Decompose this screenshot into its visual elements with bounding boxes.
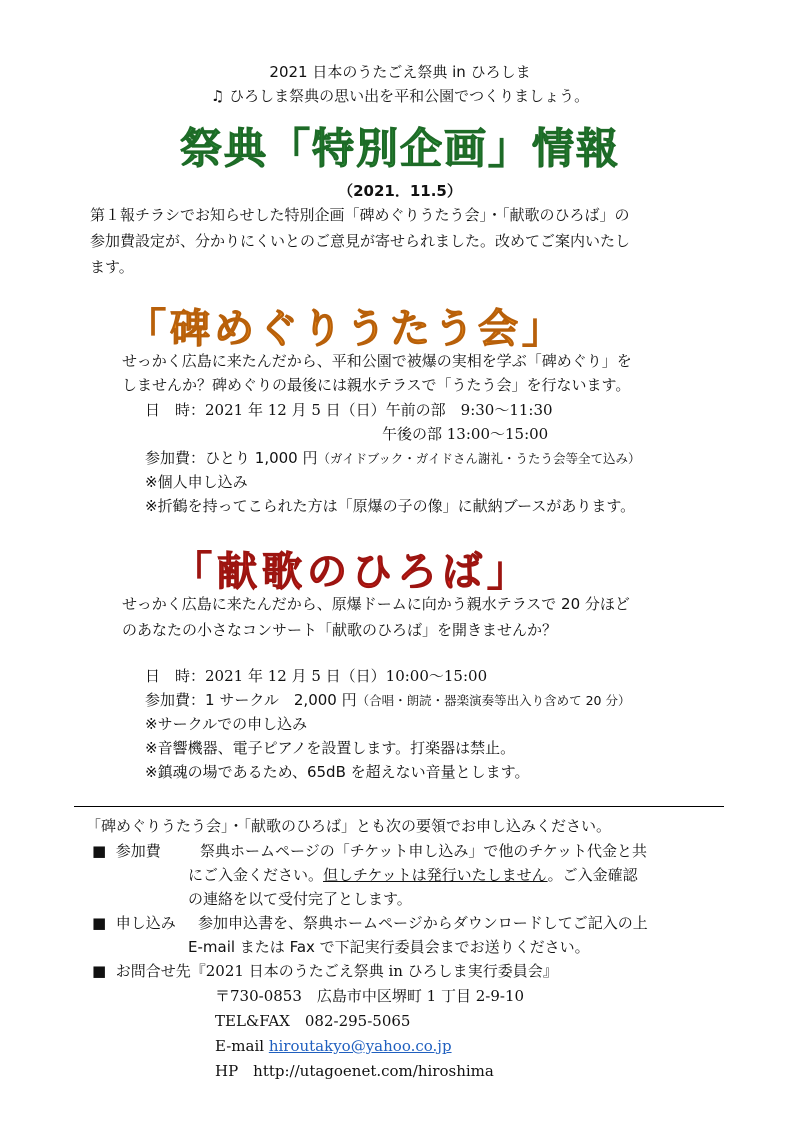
section1-note-1: ※個人申し込み [145,473,248,491]
apply-fee-line-2c: 。ご入金確認 [547,866,638,884]
apply-fee-line-1: 祭典ホームページの「チケット申し込み」で他のチケット代金と共 [200,842,648,860]
intro-line-2: 参加費設定が、分かりにくいとのご意見が寄せられました。改めてご案内いたし [90,232,631,250]
section1-fee [145,448,641,469]
section2-fee-value: 1 サークル 2,000 円 [205,691,357,709]
contact-tel: TEL&FAX 082-295-5065 [215,1012,411,1030]
section1-desc-1: せっかく広島に来たんだから、平和公園で被爆の実相を学ぶ「碑めぐり」を [122,352,632,370]
contact-label: お問合せ先 [115,962,191,980]
section2-note-3: ※鎮魂の場であるため、65dB を超えない音量とします。 [145,763,530,781]
section1-date-label: 日 時： [145,401,206,419]
bullet-icon: ■ [92,962,107,980]
apply-app-line-2: E-mail または Fax で下記実行委員会までお送りください。 [188,938,590,956]
apply-app-label: 申し込み [115,914,176,932]
apply-fee-row [92,841,161,862]
bullet-icon: ■ [92,914,107,932]
subtitle-text: ひろしま祭典の思い出を平和公園でつくりましょう。 [229,87,590,105]
apply-fee-label: 参加費 [115,842,161,860]
subtitle [0,86,800,107]
divider [74,806,724,807]
bullet-icon: ■ [92,842,107,860]
contact-address: 〒730-0853 広島市中区堺町 1 丁目 2-9-10 [215,987,525,1005]
apply-fee-line-2 [188,865,638,886]
section1-title: 「碑めぐりうたう会」 [126,306,566,352]
apply-lead: 「碑めぐりうたう会」・「献歌のひろば」とも次の要領でお申し込みください。 [86,817,612,835]
page-title: 祭典「特別企画」情報 [179,124,620,173]
section1-fee-value: ひとり 1,000 円 [205,449,318,467]
section1-date-afternoon: 午後の部 13:00～15:00 [382,425,549,443]
section2-fee-label: 参加費： [145,691,206,709]
date-stamp: （2021．11.5） [338,182,462,200]
apply-app-row [92,913,176,934]
section2-date [145,666,487,687]
contact-row [92,961,558,982]
section2-date-label: 日 時： [145,667,206,685]
event-name: 2021 日本のうたごえ祭典 in ひろしま [269,63,531,81]
section2-date-value: 2021 年 12 月 5 日（日）10:00～15:00 [205,667,488,685]
apply-app-line-1: 参加申込書を、祭典ホームページからダウンロードしてご記入の上 [198,914,648,932]
section1-note-2: ※折鶴を持ってこられた方は「原爆の子の像」に献納ブースがあります。 [145,497,636,515]
section2-note-1: ※サークルでの申し込み [145,715,308,733]
section2-fee-note: （合唱・朗読・器楽演奏等出入り含めて 20 分） [356,693,631,708]
section2-fee [145,690,630,711]
contact-email [215,1036,452,1057]
email-label: E-mail [215,1037,269,1055]
contact-hp: HP http://utagoenet.com/hiroshima [215,1062,494,1080]
music-note-icon: ♫ [210,87,225,105]
apply-fee-line-3: の連絡を以て受付完了とします。 [188,890,412,908]
section1-fee-label: 参加費： [145,449,206,467]
section1-desc-2: しませんか？碑めぐりの最後には親水テラスで「うたう会」を行ないます。 [122,376,631,394]
contact-org: 『2021 日本のうたごえ祭典 in ひろしま実行委員会』 [190,962,558,980]
no-ticket-notice: 但しチケットは発行いたしません [323,866,548,884]
section2-title: 「献歌のひろば」 [172,549,532,595]
intro-line-1: 第１報チラシでお知らせした特別企画「碑めぐりうたう会」・「献歌のひろば」の [90,206,630,224]
section2-desc-1: せっかく広島に来たんだから、原爆ドームに向かう親水テラスで 20 分ほど [122,595,630,613]
section1-date [145,400,553,421]
section1-date-value: 2021 年 12 月 5 日（日）午前の部 9:30～11:30 [205,401,553,419]
email-link[interactable]: hiroutakyo@yahoo.co.jp [268,1037,452,1055]
intro-line-3: ます。 [90,258,134,276]
section1-fee-note: （ガイドブック・ガイドさん謝礼・うたう会等全て込み） [317,451,641,466]
section2-note-2: ※音響機器、電子ピアノを設置します。打楽器は禁止。 [145,739,516,757]
apply-fee-line-2a: にご入金ください。 [188,866,324,884]
section2-desc-2: のあなたの小さなコンサート「献歌のひろば」を開きませんか？ [122,621,558,639]
